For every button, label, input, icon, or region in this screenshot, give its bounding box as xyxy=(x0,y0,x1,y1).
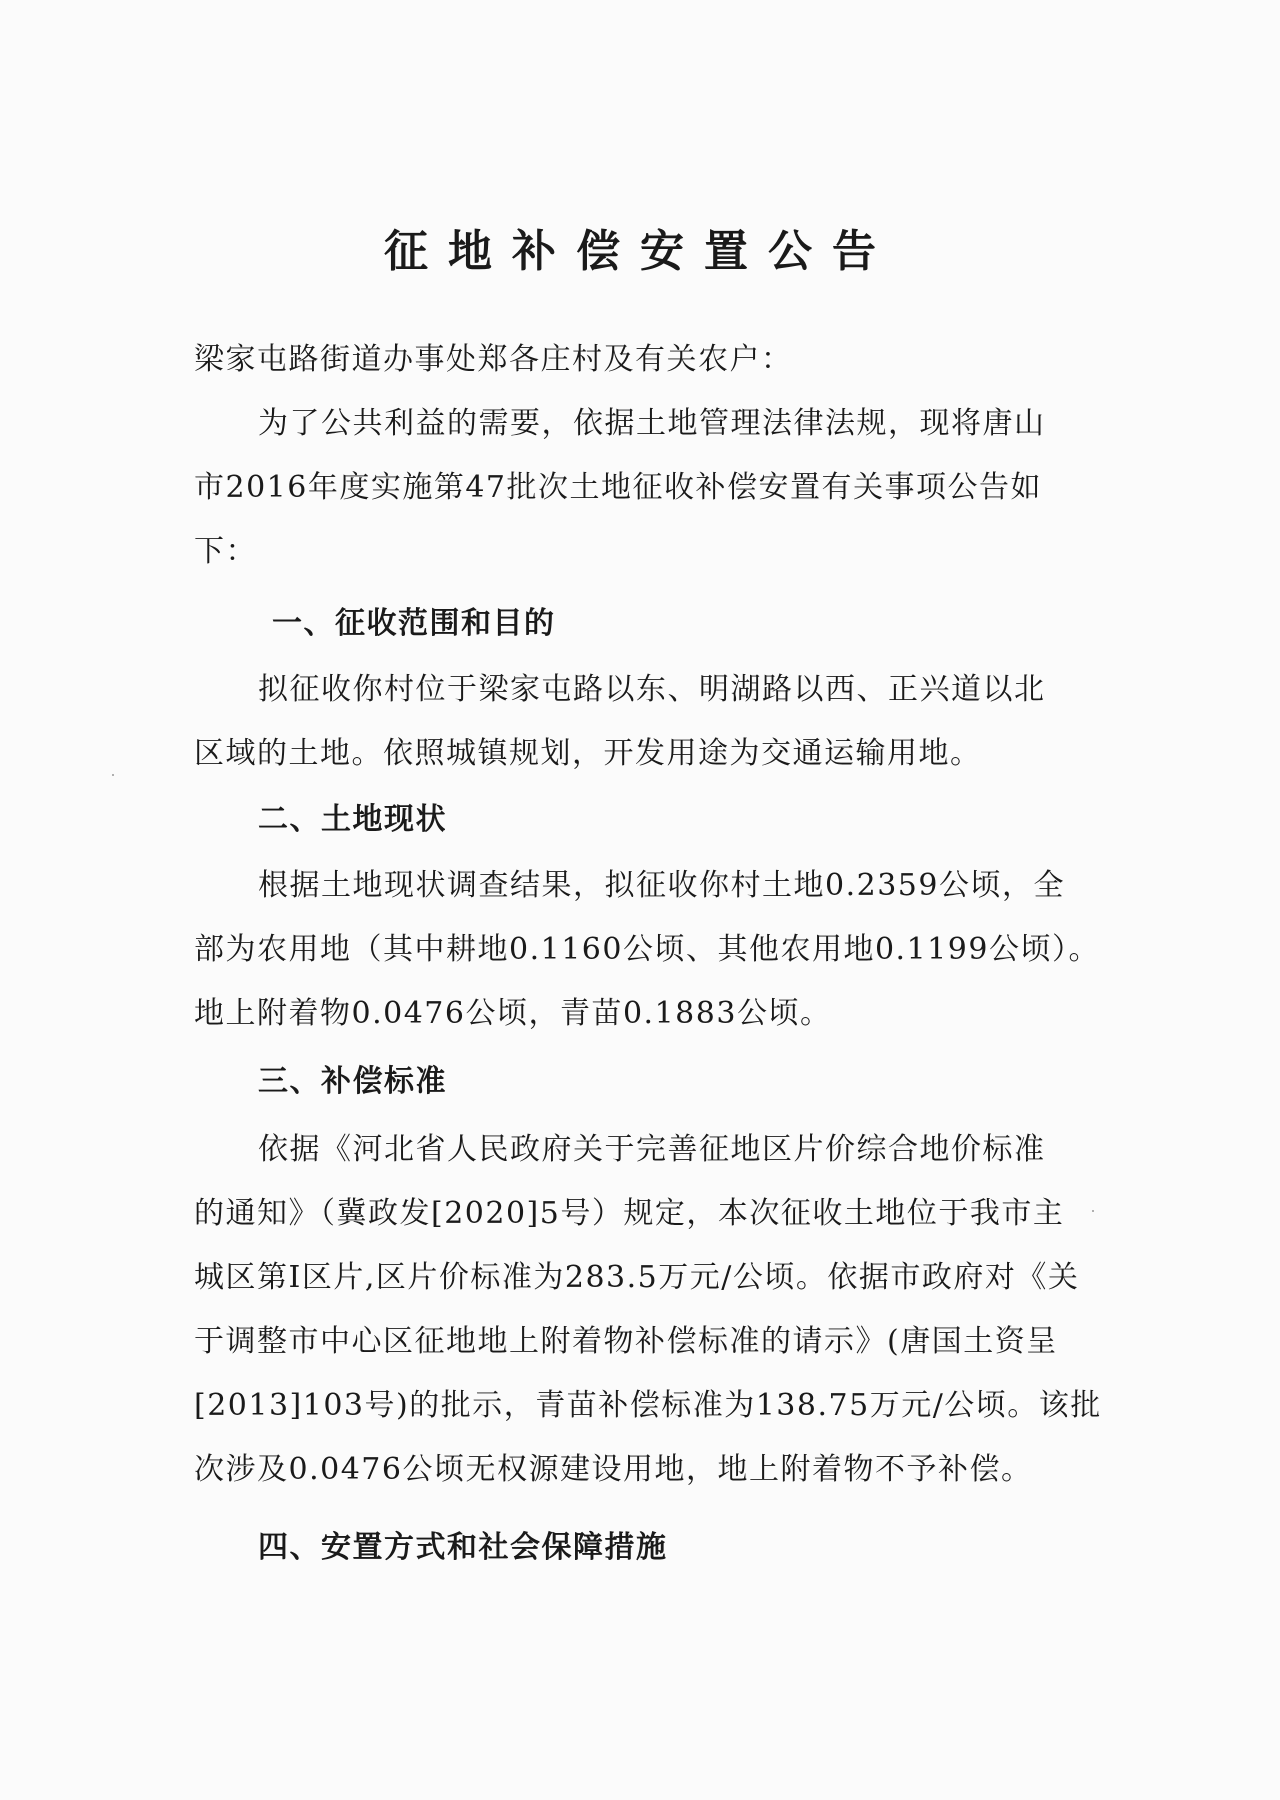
section-2-heading: 二、土地现状 xyxy=(258,802,447,837)
section-3-line-3: 城区第I区片,区片价标准为283.5万元/公顷。依据市政府对《关 xyxy=(194,1260,1080,1295)
document-title: 征地补偿安置公告 xyxy=(384,226,896,277)
section-4-heading: 四、安置方式和社会保障措施 xyxy=(258,1530,668,1565)
section-3-line-6: 次涉及0.0476公顷无权源建设用地，地上附着物不予补偿。 xyxy=(194,1452,1033,1487)
intro-line-1: 为了公共利益的需要，依据土地管理法律法规，现将唐山 xyxy=(258,406,1046,441)
section-3-line-4: 于调整市中心区征地地上附着物补偿标准的请示》(唐国土资呈 xyxy=(194,1324,1058,1359)
section-1-heading: 一、征收范围和目的 xyxy=(272,606,556,641)
section-2-line-2: 部为农用地（其中耕地0.1160公顷、其他农用地0.1199公顷）。 xyxy=(194,932,1100,967)
section-2-line-1: 根据土地现状调查结果，拟征收你村土地0.2359公顷，全 xyxy=(258,868,1065,903)
scan-speck xyxy=(112,774,114,776)
section-3-line-1: 依据《河北省人民政府关于完善征地区片价综合地价标准 xyxy=(258,1132,1046,1167)
section-3-line-2: 的通知》（冀政发[2020]5号）规定，本次征收土地位于我市主 xyxy=(194,1196,1065,1231)
section-1-line-1: 拟征收你村位于梁家屯路以东、明湖路以西、正兴道以北 xyxy=(258,672,1046,707)
section-2-line-3: 地上附着物0.0476公顷，青苗0.1883公顷。 xyxy=(194,996,832,1031)
section-3-heading: 三、补偿标准 xyxy=(258,1064,447,1099)
scan-speck xyxy=(1092,1210,1094,1212)
intro-line-3: 下： xyxy=(194,534,257,569)
addressee: 梁家屯路街道办事处郑各庄村及有关农户： xyxy=(194,342,793,377)
intro-line-2: 市2016年度实施第47批次土地征收补偿安置有关事项公告如 xyxy=(194,470,1043,505)
section-1-line-2: 区域的土地。依照城镇规划，开发用途为交通运输用地。 xyxy=(194,736,982,771)
section-3-line-5: [2013]103号)的批示，青苗补偿标准为138.75万元/公顷。该批 xyxy=(194,1388,1102,1423)
